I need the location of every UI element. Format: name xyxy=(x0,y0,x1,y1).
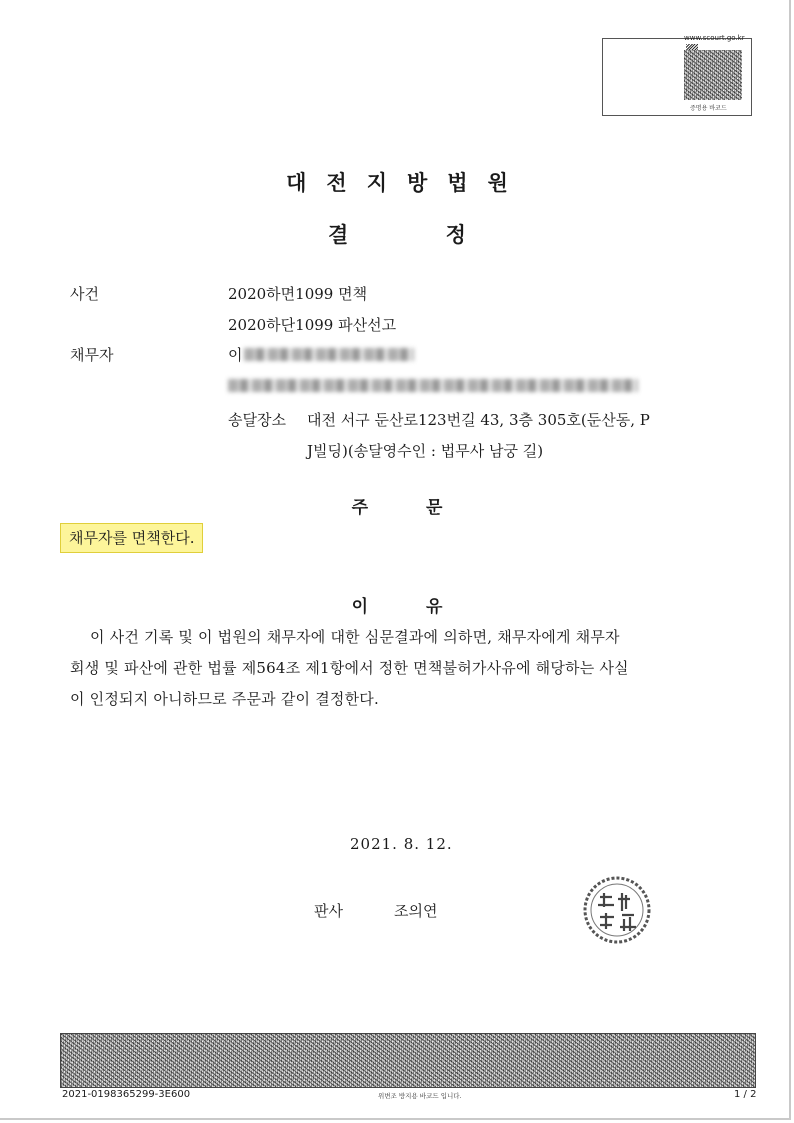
case-entry-2: 2020하단1099 파산선고 xyxy=(228,316,397,334)
court-seal-icon xyxy=(582,875,652,945)
service-address-line-1: 대전 서구 둔산로123번길 43, 3층 305호(둔산동, P xyxy=(307,411,650,429)
judge-title: 판사 xyxy=(314,902,343,920)
reason-line-1: 이 사건 기록 및 이 법원의 채무자에 대한 심문결과에 의하면, 채무자에게 채무자 xyxy=(90,628,620,646)
judge-name: 조의연 xyxy=(394,902,438,920)
redacted-debtor-address xyxy=(228,379,638,392)
reason-heading: 이 유 xyxy=(351,597,443,617)
order-text-highlight: 채무자를 면책한다. xyxy=(60,523,203,553)
debtor-name-prefix: 이 xyxy=(228,346,243,364)
document-type: 결 정 xyxy=(328,223,466,247)
verification-barcode-icon xyxy=(684,50,742,100)
document-number: 2021-0198365299-3E600 xyxy=(62,1089,191,1100)
redacted-debtor-name xyxy=(244,348,414,361)
order-heading: 주 문 xyxy=(351,498,443,518)
reason-line-2: 회생 및 파산에 관한 법률 제564조 제1항에서 정한 면책불허가사유에 해당하는 사실 xyxy=(70,659,629,677)
case-label: 사건 xyxy=(70,285,99,303)
reason-line-3: 이 인정되지 아니하므로 주문과 같이 결정한다. xyxy=(70,690,379,708)
site-url: www.scourt.go.kr xyxy=(684,34,745,42)
debtor-label: 채무자 xyxy=(70,346,114,364)
anti-forgery-barcode-icon xyxy=(60,1033,756,1088)
service-address-line-2: J빌딩)(송달영수인 : 법무사 남궁 길) xyxy=(307,442,544,460)
anti-forgery-notice: 위변조 방지용 바코드 입니다. xyxy=(378,1092,462,1100)
service-address-label: 송달장소 xyxy=(228,411,286,429)
case-entry-1: 2020하면1099 면책 xyxy=(228,285,368,303)
decision-date: 2021. 8. 12. xyxy=(350,835,453,853)
barcode-caption: 증명용 바코드 xyxy=(690,105,727,112)
page-number: 1 / 2 xyxy=(734,1089,757,1100)
court-name: 대전지방법원 xyxy=(286,171,528,195)
